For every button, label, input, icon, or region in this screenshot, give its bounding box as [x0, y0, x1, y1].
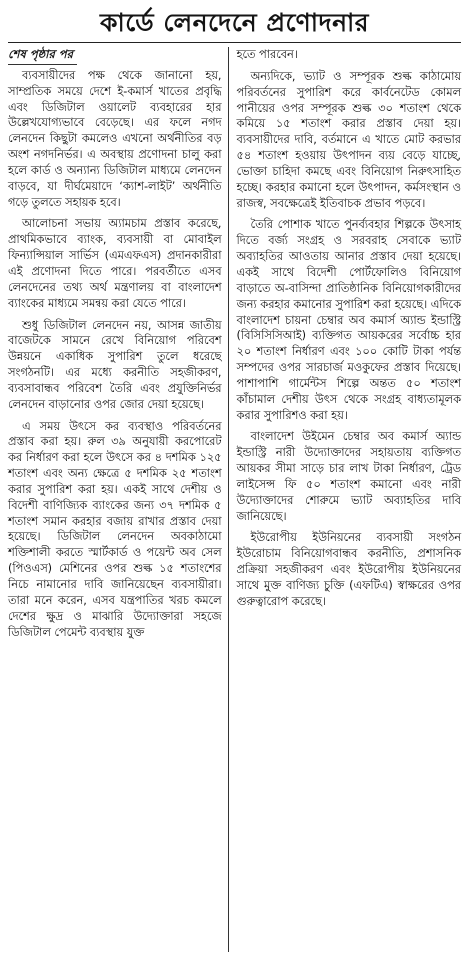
- article-body: [8, 47, 461, 952]
- paragraph: আলোচনা সভায় অ্যামচাম প্রস্তাব করেছে, প্রাথমিকভাবে ব্যাংক, ব্যবসায়ী বা মোবাইল ফিন্যান্সিয়াল সার্ভিস (এমএফএস) প্রদানকারীরা এই প্রণোদনা দিতে পারে। পরবর্তীতে এসব লেনদেনের তথ্য অর্থ মন্ত্রণালয় বা বাংলাদেশ ব্যাংকের মাধ্যমে সমন্বয় করা যেতে পারে।: [8, 217, 222, 310]
- paragraph: বাংলাদেশ উইমেন চেম্বার অব কমার্স অ্যান্ড ইন্ডাস্ট্রি নারী উদ্যোক্তাদের সহায়তায় ব্যক্তিগত আয়কর সীমা সাড়ে চার লাখ টাকা নির্ধারণ, ট্রেড লাইসেন্স ফি ৫০ শতাংশ কমানো এবং নারী উদ্যোক্তাদের শোরুমে ভ্যাট অব্যাহতির দাবি জানিয়েছে।: [236, 430, 461, 523]
- paragraph: অন্যদিকে, ভ্যাট ও সম্পূরক শুল্ক কাঠামোয় পরিবর্তনের সুপারিশ করে কার্বনেটেড কোমল পানীয়ের ওপর সম্পূরক শুল্ক ৩০ শতাংশ থেকে কমিয়ে ১৫ শতাংশ করার প্রস্তাব দেয়া হয়। ব্যবসায়ীদের দাবি, বর্তমানে এ খাতে মোট করভার ৫৪ শতাংশ হওয়ায় উৎপাদন ব্যয় বেড়ে যাচ্ছে, ভোক্তা চাহিদা কমছে এবং বিনিয়োগ নিরুৎসাহিত হচ্ছে। করহার কমানো হলে উৎপাদন, কর্মসংস্থান ও রাজস্ব, সবক্ষেত্রেই ইতিবাচক প্রভাব পড়বে।: [236, 69, 461, 210]
- right-column: [229, 47, 461, 952]
- paragraph: তৈরি পোশাক খাতে পুনর্ব্যবহার শিল্পকে উৎসাহ দিতে বর্জ্য সংগ্রহ ও সরবরাহ সেবাকে ভ্যাট অব্যাহতির আওতায় আনার প্রস্তাব দেয়া হয়েছে। একই সাথে বিদেশী পোর্টফোলিও বিনিয়োগ বাড়াতে অ-বাসিন্দা প্রাতিষ্ঠানিক বিনিয়োগকারীদের জন্য করহার কমানোর সুপারিশ করা হয়েছে। এদিকে বাংলাদেশ চায়না চেম্বার অব কমার্স অ্যান্ড ইন্ডাস্ট্রি (বিসিসিসিআই) ব্যক্তিগত আয়করের সর্বোচ্চ হার ২০ শতাংশ নির্ধারণ এবং ১০০ কোটি টাকা পর্যন্ত সম্পদের ওপর সারচার্জ মওকুফের প্রস্তাব দিয়েছে। পাশাপাশি গার্মেন্টস শিল্পে অন্তত ৫০ শতাংশ কাঁচামাল দেশীয় উৎস থেকে সংগ্রহ বাধ্যতামূলক করার সুপারিশও করা হয়।: [236, 218, 461, 422]
- paragraph: ব্যবসায়ীদের পক্ষ থেকে জানানো হয়, সাম্প্রতিক সময়ে দেশে ই-কমার্স খাতের প্রবৃদ্ধি এবং ডিজিটাল ওয়ালেট ব্যবহারের হার উল্লেখযোগ্যভাবে বেড়েছে। এর ফলে নগদ লেনদেন কিছুটা কমলেও এখনো অর্থনীতির বড় অংশ নগদনির্ভর। এ অবস্থায় প্রণোদনা চালু করা হলে কার্ড ও অন্যান্য ডিজিটাল মাধ্যমে লেনদেন বাড়বে, যা দীর্ঘমেয়াদে ‘ক্যাশ-লাইট’ অর্থনীতি গড়ে তুলতে সহায়ক হবে।: [8, 68, 222, 209]
- article-headline: কার্ডে লেনদেনে প্রণোদনার: [8, 6, 461, 43]
- left-column: [8, 47, 228, 952]
- paragraph-continuation: হতে পারবেন।: [236, 48, 298, 61]
- paragraph: এ সময় উৎসে কর ব্যবস্থাও পরিবর্তনের প্রস্তাব করা হয়। রুল ৩৯ অনুযায়ী করপোরেট কর নির্ধারণ করা হলে উৎসে কর ৪ দশমিক ১২৫ শতাংশ এবং অন্য ক্ষেত্রে ৫ দশমিক ২৫ শতাংশ করার সুপারিশ করা হয়। একই সাথে দেশীয় ও বিদেশী বাণিজ্যিক ব্যাংকের জন্য ৩৭ দশমিক ৫ শতাংশ সমান করহার বজায় রাখার প্রস্তাব দেয়া হয়েছে। ডিজিটাল লেনদেন অবকাঠামো শক্তিশালী করতে স্মার্টকার্ড ও পয়েন্ট অব সেল (পিওএস) মেশিনের ওপর শুল্ক ১৫ শতাংশের নিচে নামানোর দাবি জানিয়েছেন ব্যবসায়ীরা। তারা মনে করেন, এসব যন্ত্রপাতির খরচ কমলে দেশের ক্ষুদ্র ও মাঝারি উদ্যোক্তারা সহজে ডিজিটাল পেমেন্ট ব্যবস্থায় যুক্ত: [8, 419, 222, 639]
- continued-from-label: শেষ পৃষ্ঠার পর: [8, 47, 77, 65]
- paragraph: শুধু ডিজিটাল লেনদেন নয়, আসন্ন জাতীয় বাজেটকে সামনে রেখে বিনিয়োগ পরিবেশ উন্নয়নে একাধিক সুপারিশ তুলে ধরেছে সংগঠনটি। এর মধ্যে করনীতি সহজীকরণ, ব্যবসাবান্ধব পরিবেশ তৈরি এবং প্রযুক্তিনির্ভর লেনদেন বাড়ানোর ওপর জোর দেয়া হয়েছে।: [8, 318, 222, 411]
- paragraph: ইউরোপীয় ইউনিয়নের ব্যবসায়ী সংগঠন ইউরোচাম বিনিয়োগবান্ধব করনীতি, প্রশাসনিক প্রক্রিয়া সহজীকরণ এবং ইউরোপীয় ইউনিয়নের সাথে মুক্ত বাণিজ্য চুক্তি (এফটিএ) স্বাক্ষরের ওপর গুরুত্বারোপ করেছে।: [236, 531, 461, 608]
